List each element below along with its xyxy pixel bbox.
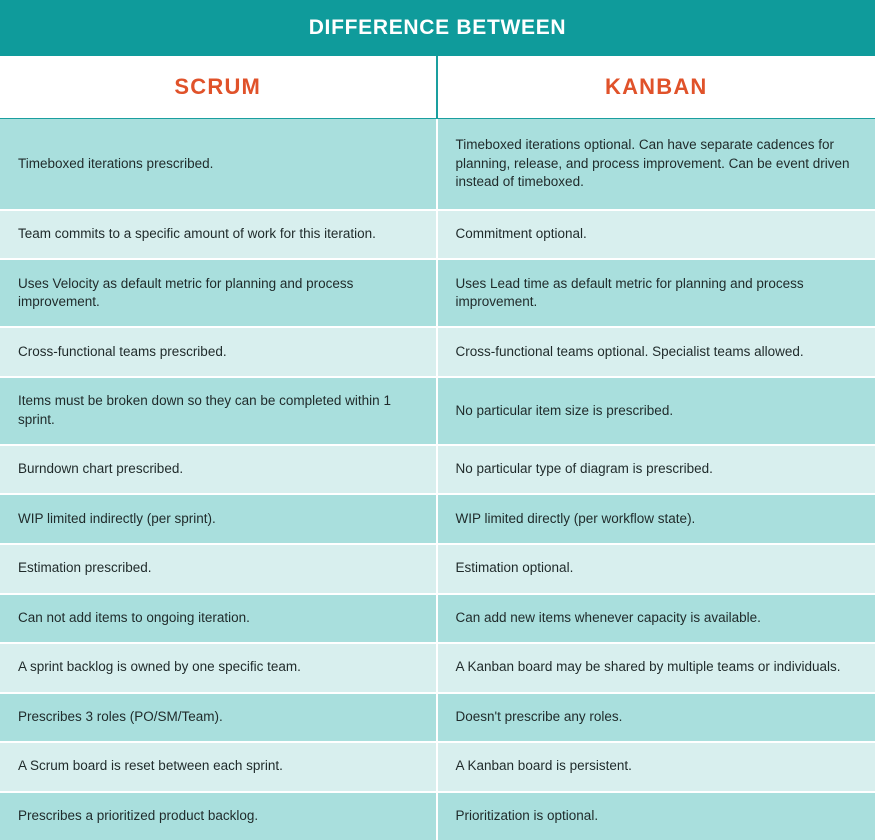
cell-scrum [0,446,438,494]
cell-text: No particular type of diagram is prescribed. [455,461,713,477]
table-row [0,446,875,496]
cell-scrum [0,328,438,376]
cell-text: Cross-functional teams prescribed. [18,343,227,359]
cell-kanban [438,378,875,444]
cell-text: Prescribes a prioritized product backlog. [18,808,259,823]
cell-text: Doesn't prescribe any roles. [455,708,623,724]
cell-scrum [0,545,438,593]
cell-text: Prescribes 3 roles (PO/SM/Team). [18,708,223,724]
cell-kanban [438,211,875,259]
cell-kanban [438,495,875,543]
cell-text: WIP limited indirectly (per sprint). [18,510,216,526]
table-row [0,260,875,328]
table-row [0,328,875,378]
table-row [0,495,875,545]
cell-scrum [0,743,438,791]
cell-text: A Scrum board is reset between each sprint. [18,758,283,774]
cell-text: Timeboxed iterations optional. Can have separate cadences for planning, release, and process improvement. Can be event driven instead of timeboxed. [455,136,850,190]
cell-text: No particular item size is prescribed. [455,402,674,418]
cell-text: WIP limited directly (per workflow state). [455,510,696,526]
cell-text: Team commits to a specific amount of work for this iteration. [18,226,376,242]
table-row [0,119,875,211]
page-title: DIFFERENCE BETWEEN [0,0,875,56]
cell-text: A Kanban board may be shared by multiple teams or individuals. [455,659,841,675]
cell-text: A sprint backlog is owned by one specific team. [18,659,301,675]
cell-text: Estimation optional. [455,560,574,576]
table-row [0,545,875,595]
cell-text: Uses Lead time as default metric for planning and process improvement. [455,275,804,310]
cell-text: Items must be broken down so they can be completed within 1 sprint. [18,393,391,427]
cell-scrum [0,793,438,840]
cell-scrum [0,119,438,209]
cell-kanban [438,595,875,643]
cell-kanban [438,644,875,692]
cell-kanban [438,793,875,840]
cell-kanban [438,694,875,742]
cell-text: Cross-functional teams optional. Specialist teams allowed. [455,343,804,359]
cell-kanban [438,260,875,326]
cell-scrum [0,378,438,444]
cell-text: A Kanban board is persistent. [455,758,632,774]
cell-scrum [0,644,438,692]
cell-scrum [0,694,438,742]
cell-text: Can not add items to ongoing iteration. [18,609,250,625]
table-header-row [0,56,875,119]
cell-kanban [438,545,875,593]
table-row [0,378,875,446]
cell-text: Timeboxed iterations prescribed. [18,155,214,171]
column-header-scrum: SCRUM [0,56,438,118]
cell-text: Uses Velocity as default metric for planning and process improvement. [18,275,354,310]
cell-scrum [0,595,438,643]
column-header-kanban: KANBAN [604,74,708,99]
cell-text: Prioritization is optional. [455,808,599,823]
cell-text: Burndown chart prescribed. [18,461,184,477]
table-row [0,595,875,645]
cell-text: Commitment optional. [455,226,587,242]
cell-kanban [438,328,875,376]
cell-text: Estimation prescribed. [18,560,152,576]
cell-scrum [0,260,438,326]
table-body [0,119,875,840]
cell-scrum [0,211,438,259]
cell-kanban [438,119,875,209]
table-row [0,793,875,840]
cell-kanban [438,743,875,791]
cell-kanban [438,446,875,494]
cell-text: Can add new items whenever capacity is available. [455,609,761,625]
table-row [0,211,875,261]
table-row [0,644,875,694]
table-row [0,694,875,744]
table-row [0,743,875,793]
cell-scrum [0,495,438,543]
